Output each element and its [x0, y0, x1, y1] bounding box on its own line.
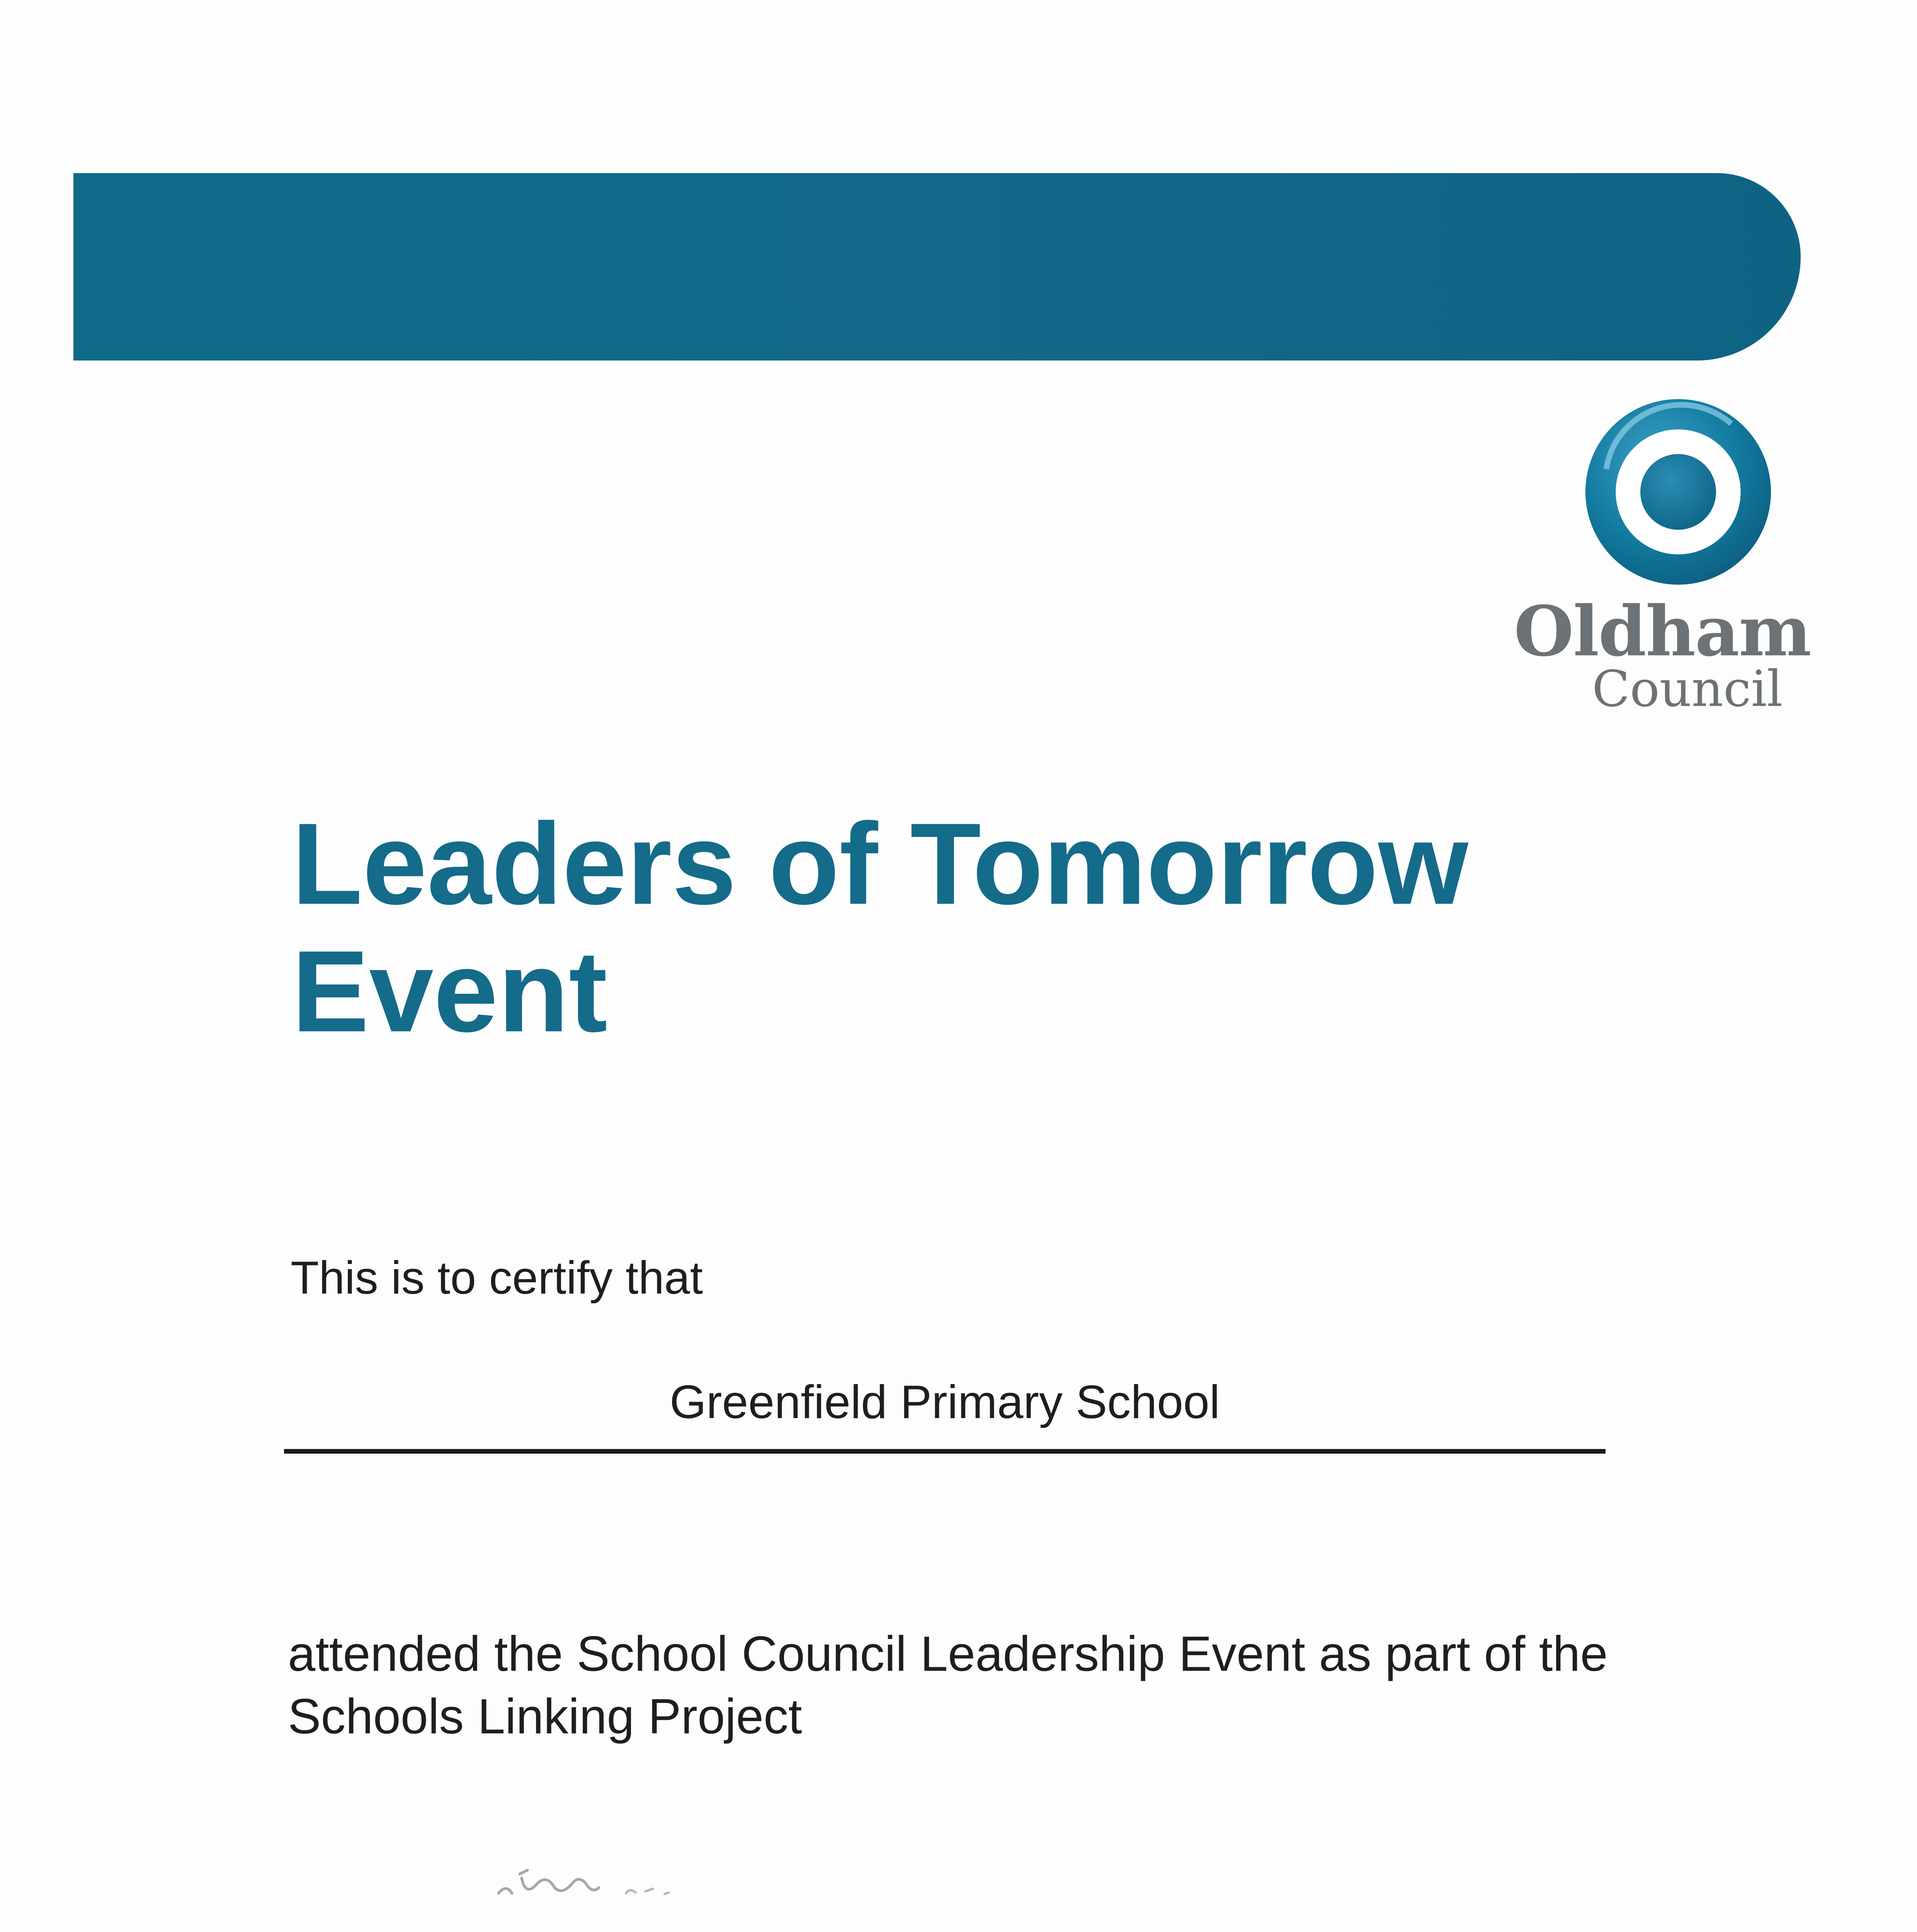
logo-name: Oldham	[1514, 591, 1811, 672]
certificate-statement: attended the School Council Leadership Event as part of the Schools Linking Project	[288, 1626, 1608, 1744]
certify-intro: This is to certify that	[291, 1252, 703, 1304]
target-ring-icon	[1584, 397, 1773, 587]
signature-mark	[483, 1847, 699, 1917]
certificate-title: Leaders of Tomorrow Event	[292, 799, 1468, 1056]
signatory-name	[288, 1930, 881, 1932]
header-banner	[73, 173, 1801, 361]
logo-subtitle: Council	[1592, 660, 1783, 718]
recipient-name: Greenfield Primary School	[670, 1376, 1220, 1428]
recipient-line	[284, 1368, 1606, 1454]
